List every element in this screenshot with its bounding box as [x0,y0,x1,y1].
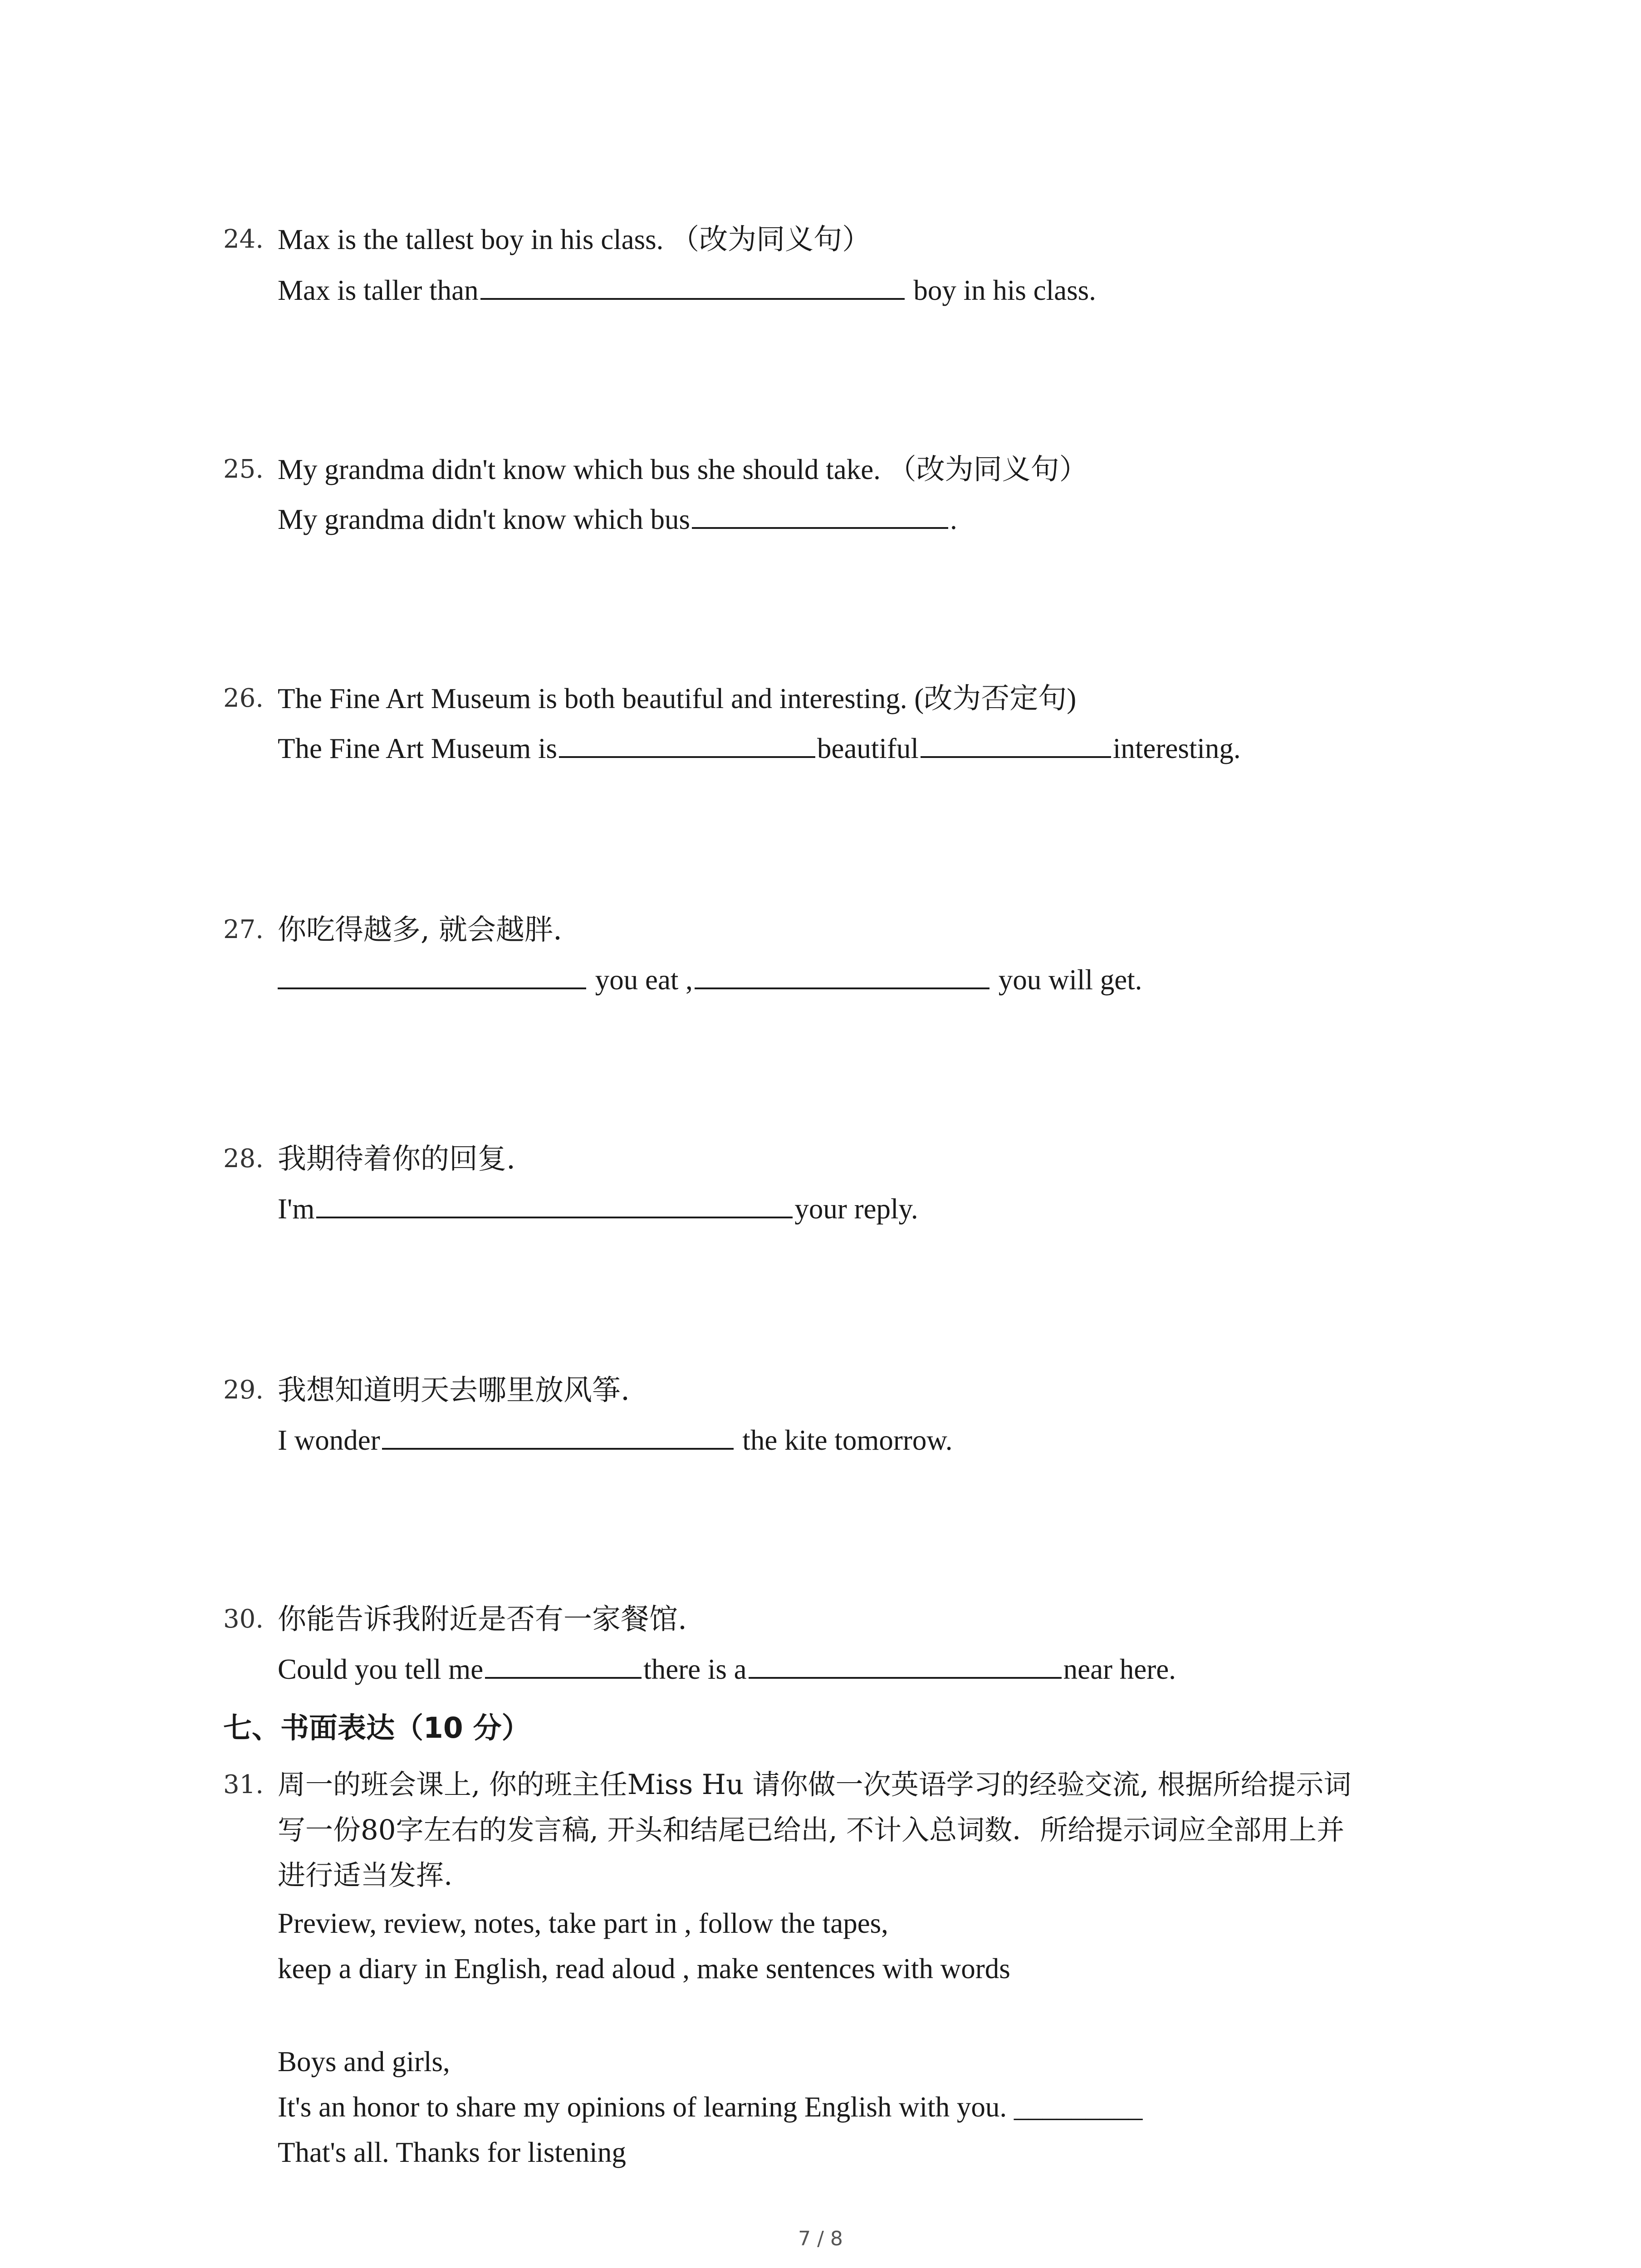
answer-line: My grandma didn't know which bus . [278,501,957,538]
page-number: 7 / 8 [798,2227,843,2250]
answer-blank[interactable] [316,1191,793,1218]
answer-blank[interactable] [382,1422,734,1450]
answer-blank[interactable] [749,1652,1062,1679]
question-prompt: Max is the tallest boy in his class. （改为同义句） [278,224,871,255]
question-number: 28. [223,1144,264,1173]
answer-line: I'm your reply. [278,1191,918,1227]
answer-line: I wonder the kite tomorrow. [278,1422,952,1458]
answer-line: The Fine Art Museum is beautiful interesting. [278,730,1241,767]
question-prompt: My grandma didn't know which bus she should take. （改为同义句） [278,454,1088,485]
question-instruction: 周一的班会课上, 你的班主任Miss Hu 请你做一次英语学习的经验交流, 根据所给提示词 [278,1769,1352,1801]
answer-blank[interactable] [559,731,815,758]
answer-blank[interactable] [695,962,989,989]
question-prompt: 我期待着你的回复. [278,1142,516,1175]
answer-blank[interactable] [921,731,1111,758]
question-number: 31. [223,1770,264,1799]
answer-blank[interactable] [480,273,905,300]
answer-blank[interactable] [692,502,948,529]
question-instruction: 写一份80字左右的发言稿, 开头和结尾已给出, 不计入总词数．所给提示词应全部用上并 [278,1814,1345,1846]
answer-line: you eat , you will get. [278,962,1142,998]
question-prompt: 你吃得越多, 就会越胖. [278,913,563,946]
hint-words: keep a diary in English, read aloud , make sentences with words [278,1953,1010,1984]
question-number: 27. [223,915,264,944]
question-number: 26. [223,684,264,713]
section-heading: 七、书面表达（10 分） [223,1711,530,1745]
hint-words: Preview, review, notes, take part in , follow the tapes, [278,1907,888,1939]
question-prompt: The Fine Art Museum is both beautiful and interesting. (改为否定句) [278,683,1077,714]
essay-closing: That's all. Thanks for listening [278,2136,626,2168]
answer-blank[interactable] [278,962,586,989]
question-prompt: 你能告诉我附近是否有一家餐馆. [278,1603,687,1636]
question-number: 25. [223,455,264,484]
question-number: 24. [223,225,264,254]
question-prompt: 我想知道明天去哪里放风筝. [278,1374,630,1407]
essay-opening: It's an honor to share my opinions of learning English with you. _________ [278,2091,1143,2123]
essay-opening: Boys and girls, [278,2046,450,2077]
answer-line: Max is taller than boy in his class. [278,272,1096,308]
question-number: 30. [223,1604,264,1634]
answer-blank[interactable] [485,1652,642,1679]
answer-line: Could you tell me there is a near here. [278,1651,1176,1687]
question-instruction: 进行适当发挥. [278,1859,453,1892]
question-number: 29. [223,1375,264,1405]
